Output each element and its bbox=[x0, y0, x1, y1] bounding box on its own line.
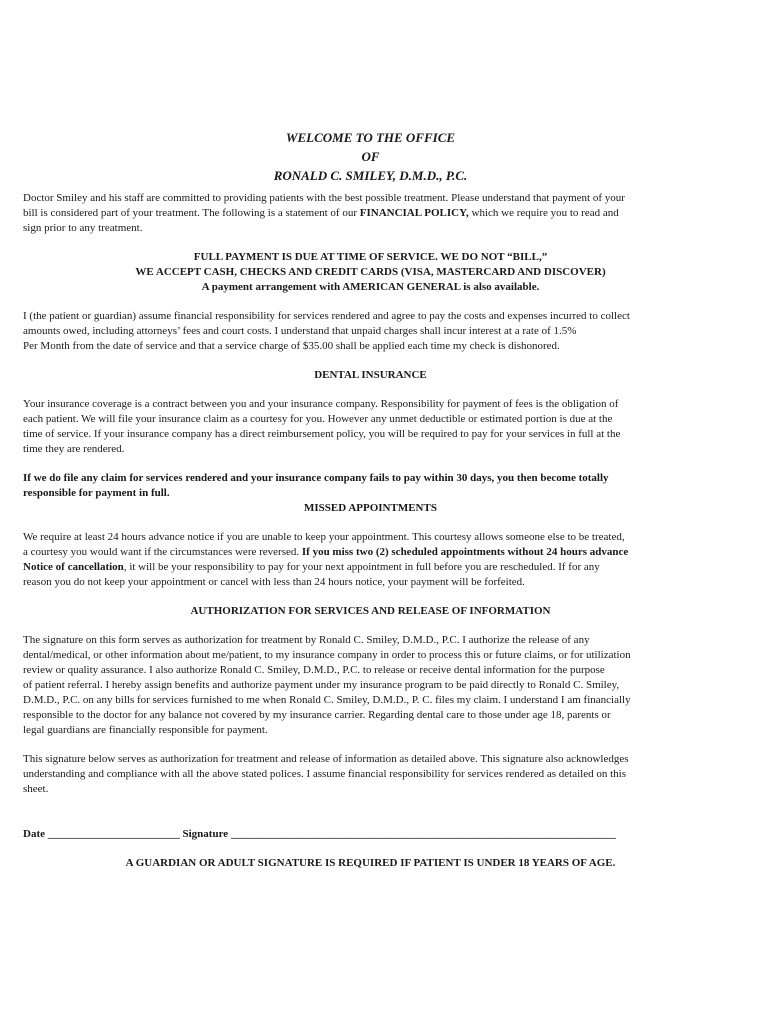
authorization-heading: AUTHORIZATION FOR SERVICES AND RELEASE OF INFORMATION bbox=[190, 605, 551, 617]
authorization-line-3: review or quality assurance. I also authorize Ronald C. Smiley, D.M.D., P.C. to release or receive dental information for the purpose bbox=[23, 664, 605, 676]
date-label: Date bbox=[23, 828, 45, 840]
payment-notice bbox=[23, 250, 718, 295]
signature-row bbox=[23, 827, 718, 842]
dental-insurance-heading: DENTAL INSURANCE bbox=[314, 369, 427, 381]
responsibility-paragraph bbox=[23, 309, 718, 354]
missed-text: a courtesy you would want if the circumstances were reversed. bbox=[23, 546, 302, 558]
insurance-line-4: time they are rendered. bbox=[23, 443, 125, 455]
authorization-line-6: responsible to the doctor for any balance not covered by my insurance carrier. Regarding dental care to those under age 18, parents or bbox=[23, 709, 611, 721]
dental-insurance-paragraph bbox=[23, 397, 718, 457]
responsibility-line-2: amounts owed, including attorneys’ fees and court costs. I understand that unpaid charges shall incur interest at a rate of 1.5% bbox=[23, 325, 577, 337]
acknowledge-line-2: understanding and compliance with all the above stated polices. I assume financial responsibility for services rendered as detailed on this bbox=[23, 768, 626, 780]
authorization-line-1: The signature on this form serves as authorization for treatment by Ronald C. Smiley, D.M.D., P.C. I authorize the release of any bbox=[23, 634, 590, 646]
acknowledgement-paragraph bbox=[23, 752, 718, 797]
responsibility-line-3: Per Month from the date of service and that a service charge of $35.00 shall be applied each time my check is dishonored. bbox=[23, 340, 560, 352]
payment-notice-line-3: A payment arrangement with AMERICAN GENERAL is also available. bbox=[201, 281, 540, 293]
intro-line-1: Doctor Smiley and his staff are committed to providing patients with the best possible treatment. Please understand that payment of your bbox=[23, 192, 625, 204]
payment-notice-line-1: FULL PAYMENT IS DUE AT TIME OF SERVICE. WE DO NOT “BILL,” bbox=[193, 251, 548, 263]
claim-warning-line-2: responsible for payment in full. bbox=[23, 487, 170, 499]
authorization-line-2: dental/medical, or other information about me/patient, to my insurance company in order to process this or future claims, or for utilization bbox=[23, 649, 631, 661]
signature-field[interactable]: ______________________________________________________________________ bbox=[230, 828, 616, 840]
title-line-3: RONALD C. SMILEY, D.M.D., P.C. bbox=[273, 168, 468, 183]
acknowledge-line-1: This signature below serves as authorization for treatment and release of information as detailed above. This signature also acknowledges bbox=[23, 753, 629, 765]
title-line-1: WELCOME TO THE OFFICE bbox=[285, 130, 456, 145]
missed-line-4: reason you do not keep your appointment or cancel with less than 24 hours notice, your payment will be forfeited. bbox=[23, 576, 525, 588]
authorization-line-7: legal guardians are financially responsible for payment. bbox=[23, 724, 268, 736]
intro-text: which we require you to read and bbox=[468, 207, 619, 219]
intro-line-2 bbox=[23, 206, 718, 221]
date-field[interactable]: ________________________ bbox=[47, 828, 180, 840]
authorization-line-5: D.M.D., P.C. on any bills for services furnished to me when Ronald C. Smiley, D.M.D., P. C. files my claim. I understand I am financially bbox=[23, 694, 631, 706]
missed-appointments-paragraph bbox=[23, 530, 718, 590]
intro-line-3: sign prior to any treatment. bbox=[23, 222, 143, 234]
missed-line-3 bbox=[23, 560, 718, 575]
insurance-line-3: time of service. If your insurance company has a direct reimbursement policy, you will be required to pay for your services in full at the bbox=[23, 428, 621, 440]
missed-emphasis: If you miss two (2) scheduled appointments without 24 hours advance bbox=[301, 546, 629, 558]
insurance-line-2: each patient. We will file your insurance claim as a courtesy for you. However any unmet deductible or estimated portion is due at the bbox=[23, 413, 613, 425]
intro-paragraph bbox=[23, 191, 718, 236]
payment-notice-line-2: WE ACCEPT CASH, CHECKS AND CREDIT CARDS (VISA, MASTERCARD AND DISCOVER) bbox=[135, 266, 606, 278]
acknowledge-line-3: sheet. bbox=[23, 783, 49, 795]
intro-text: bill is considered part of your treatment. The following is a statement of our bbox=[23, 207, 360, 219]
missed-text: , it will be your responsibility to pay for your next appointment in full before you are rescheduled. If for any bbox=[123, 561, 600, 573]
claim-warning-line-1: If we do file any claim for services rendered and your insurance company fails to pay within 30 days, you then become totally bbox=[23, 472, 609, 484]
guardian-signature-notice: A GUARDIAN OR ADULT SIGNATURE IS REQUIRED IF PATIENT IS UNDER 18 YEARS OF AGE. bbox=[125, 857, 616, 869]
authorization-paragraph bbox=[23, 633, 718, 738]
missed-appointments-heading: MISSED APPOINTMENTS bbox=[304, 502, 437, 514]
document-title bbox=[23, 128, 718, 185]
financial-policy-emphasis: FINANCIAL POLICY, bbox=[359, 207, 469, 219]
financial-policy-document bbox=[23, 128, 718, 871]
notice-of-cancellation-emphasis: Notice of cancellation bbox=[23, 561, 124, 573]
insurance-claim-warning bbox=[23, 471, 718, 501]
title-line-2: OF bbox=[361, 149, 380, 164]
insurance-line-1: Your insurance coverage is a contract between you and your insurance company. Responsibility for payment of fees is the obligation of bbox=[23, 398, 619, 410]
responsibility-line-1: I (the patient or guardian) assume financial responsibility for services rendered and agree to pay the costs and expenses incurred to collect bbox=[23, 310, 630, 322]
signature-label: Signature bbox=[182, 828, 229, 840]
authorization-line-4: of patient referral. I hereby assign benefits and authorize payment under my insurance program to be paid directly to Ronald C. Smiley, bbox=[23, 679, 620, 691]
missed-line-1: We require at least 24 hours advance notice if you are unable to keep your appointment. This courtesy allows someone else to be treated, bbox=[23, 531, 625, 543]
missed-line-2 bbox=[23, 545, 718, 560]
